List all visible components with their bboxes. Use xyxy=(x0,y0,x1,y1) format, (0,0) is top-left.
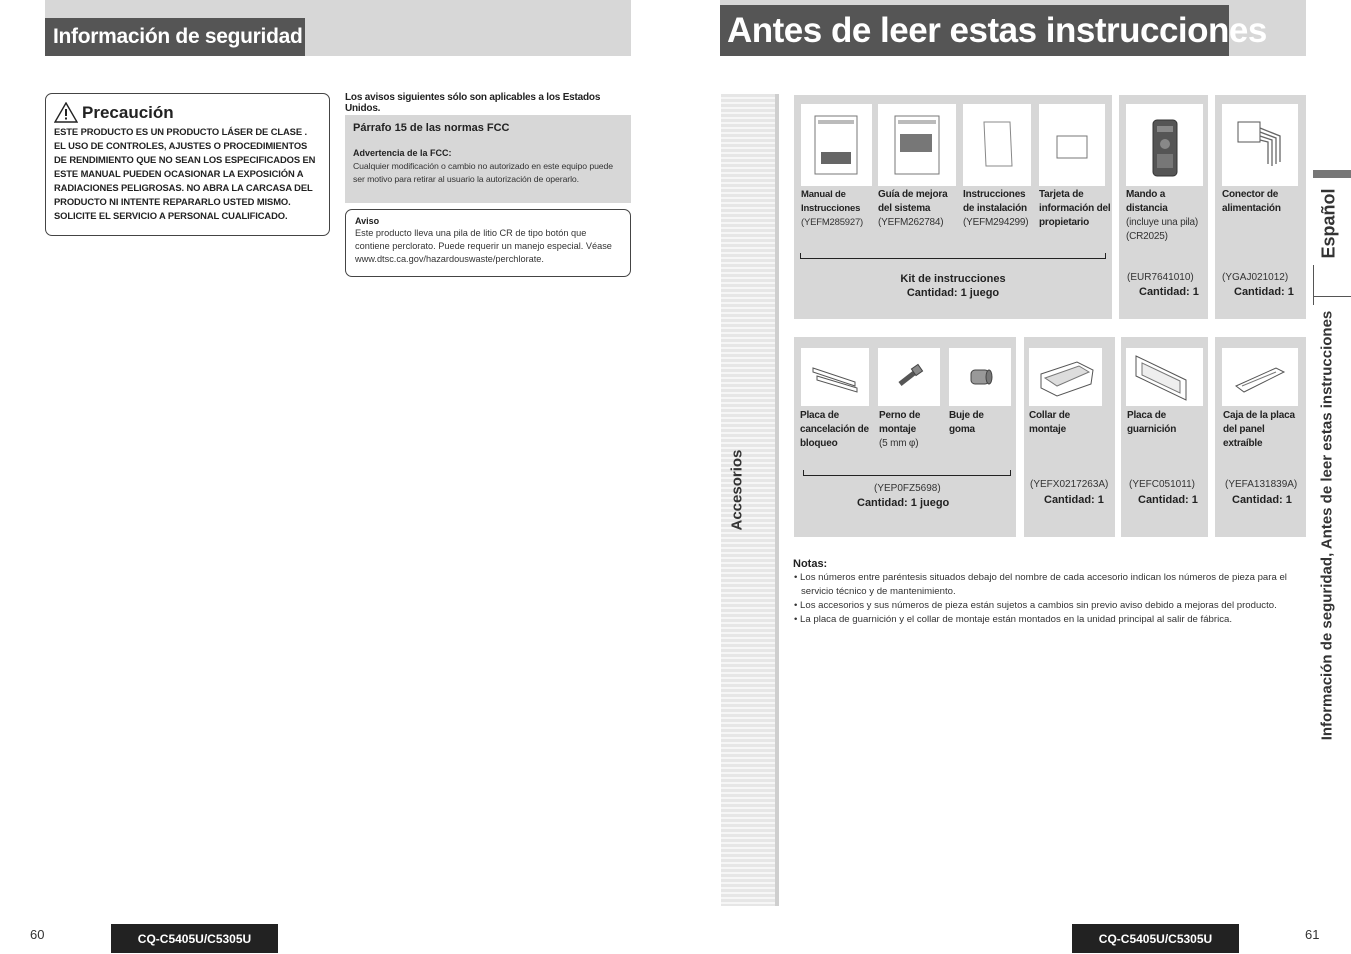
power-connector-qty: Cantidad: 1 xyxy=(1234,286,1294,298)
manual-part: (YEFM285927) xyxy=(801,217,864,228)
right-page-title: Antes de leer estas instrucciones xyxy=(720,5,1229,56)
owner-card-name: Tarjeta de información del propietario xyxy=(1039,189,1111,228)
guide-icon xyxy=(878,104,956,186)
card-icon xyxy=(1039,104,1105,186)
remote-icon xyxy=(1126,104,1203,186)
hardware-part: (YEP0FZ5698) xyxy=(874,483,941,494)
remote-qty: Cantidad: 1 xyxy=(1139,286,1199,298)
fcc-box xyxy=(345,115,631,203)
trim-plate-thumb xyxy=(1126,348,1203,406)
fcc-title: Párrafo 15 de las normas FCC xyxy=(353,122,510,134)
caution-heading xyxy=(54,102,321,123)
case-part: (YEFA131839A) xyxy=(1225,479,1298,490)
bolt-thumb xyxy=(878,348,940,406)
kit-bracket xyxy=(800,253,1106,259)
install-part: (YEFM294299) xyxy=(963,217,1029,228)
left-model-label: CQ-C5405U/C5305U xyxy=(111,924,278,953)
remote-extra: (incluye una pila) (CR2025) xyxy=(1126,217,1198,242)
bolt-icon xyxy=(878,348,940,406)
fcc-subtitle: Advertencia de la FCC: xyxy=(353,148,452,158)
collar-icon xyxy=(1029,348,1102,406)
collar-qty: Cantidad: 1 xyxy=(1044,494,1104,506)
caution-heading-text: Precaución xyxy=(82,102,174,122)
remote-thumb xyxy=(1126,104,1203,186)
manual-icon xyxy=(801,104,872,186)
side-language-label: Español xyxy=(1318,188,1339,259)
aviso-box xyxy=(345,209,631,277)
side-divider-vertical xyxy=(1313,265,1314,305)
collar-part: (YEFX0217263A) xyxy=(1030,479,1109,490)
hardware-bracket xyxy=(803,470,1011,476)
bolt-name: Perno de montaje (5 mm φ) xyxy=(879,410,921,449)
hardware-qty: Cantidad: 1 juego xyxy=(857,497,950,509)
connector-icon xyxy=(1222,104,1298,186)
power-connector-part: (YGAJ021012) xyxy=(1222,272,1289,283)
kit-label: Kit de instrucciones Cantidad: 1 juego xyxy=(900,273,1006,299)
release-plate-name: Placa de cancelación de bloqueo xyxy=(800,410,869,449)
kit-qty: Cantidad: 1 juego xyxy=(906,287,1000,299)
collar-thumb xyxy=(1029,348,1102,406)
caution-box xyxy=(45,93,330,236)
install-instructions-thumb xyxy=(963,104,1031,186)
left-page-title: Información de seguridad xyxy=(45,18,305,56)
case-qty: Cantidad: 1 xyxy=(1232,494,1292,506)
left-page-number: 60 xyxy=(30,927,45,942)
aviso-title: Aviso xyxy=(355,216,380,226)
accessories-label: Accesorios xyxy=(728,449,746,531)
caution-text: ESTE PRODUCTO ES UN PRODUCTO LÁSER DE CLASE . EL USO DE CONTROLES, AJUSTES O PROCEDIMIENTOS DE RENDIMIENTO QUE NO SEAN LOS ESPECIFICADOS EN ESTE MANUAL PUEDEN OCASIONAR LA EXPOSICIÓN A RADIACIONES PELIGROSAS. NO ABRA LA CARCASA DEL PRODUCTO NI INTENTE REPARARLO USTED MISMO. SOLICITE EL SERVICIO A PERSONAL CUALIFICADO. xyxy=(54,126,316,221)
side-sections-label: Información de seguridad, Antes de leer estas instrucciones xyxy=(1318,310,1336,741)
release-plate-icon xyxy=(801,348,869,406)
trim-name: Placa de guarnición xyxy=(1127,410,1177,435)
collar-name: Collar de montaje xyxy=(1029,410,1070,435)
trim-plate-icon xyxy=(1126,348,1203,406)
owner-card-thumb xyxy=(1039,104,1105,186)
remote-name: Mando a distancia (incluye una pila) (CR2025) xyxy=(1126,189,1198,242)
release-plate-thumb xyxy=(801,348,869,406)
manual-name: Manual de Instrucciones (YEFM285927) xyxy=(801,189,864,228)
power-connector-thumb xyxy=(1222,104,1298,186)
warning-icon xyxy=(54,102,78,123)
guide-name: Guía de mejora del sistema (YEFM262784) xyxy=(878,189,948,228)
aviso-text: Este producto lleva una pila de litio CR de tipo botón que contiene perclorato. Puede requerir un manejo especial. Véase www.dtsc.ca.gov/hazardouswaste/perchlorate. xyxy=(355,228,612,264)
right-page-number: 61 xyxy=(1305,927,1320,942)
bushing-thumb xyxy=(949,348,1011,406)
right-model-label: CQ-C5405U/C5305U xyxy=(1072,924,1239,953)
bolt-extra: (5 mm φ) xyxy=(879,438,919,449)
install-name: Instrucciones de instalación (YEFM294299) xyxy=(963,189,1029,228)
us-note: Los avisos siguientes sólo son aplicables a los Estados Unidos. xyxy=(345,92,601,114)
bushing-name: Buje de goma xyxy=(949,410,984,435)
case-name: Caja de la placa del panel extraíble xyxy=(1223,410,1295,449)
case-thumb xyxy=(1222,348,1298,406)
remote-part: (EUR7641010) xyxy=(1127,272,1194,283)
trim-part: (YEFC051011) xyxy=(1129,479,1195,490)
manual-thumb xyxy=(801,104,872,186)
notes-title: Notas: xyxy=(793,558,828,570)
upgrade-guide-thumb xyxy=(878,104,956,186)
note-item: • Los accesorios y sus números de pieza están sujetos a cambios sin previo aviso debido a mejoras del producto. xyxy=(794,600,1277,611)
bushing-icon xyxy=(949,348,1011,406)
fcc-text: Cualquier modificación o cambio no autorizado en este equipo puede ser motivo para retirar al usuario la autorización de operarlo. xyxy=(353,161,613,184)
note-item: • La placa de guarnición y el collar de montaje están montados en la unidad principal al salir de fábrica. xyxy=(794,614,1233,625)
case-icon xyxy=(1222,348,1298,406)
power-connector-name: Conector de alimentación xyxy=(1222,189,1281,214)
note-item: • Los números entre paréntesis situados debajo del nombre de cada accesorio indican los números de pieza para el servicio técnico y de mantenimiento. xyxy=(794,572,1287,597)
trim-qty: Cantidad: 1 xyxy=(1138,494,1198,506)
sheet-icon xyxy=(963,104,1031,186)
notes xyxy=(793,557,1308,627)
guide-part: (YEFM262784) xyxy=(878,217,944,228)
